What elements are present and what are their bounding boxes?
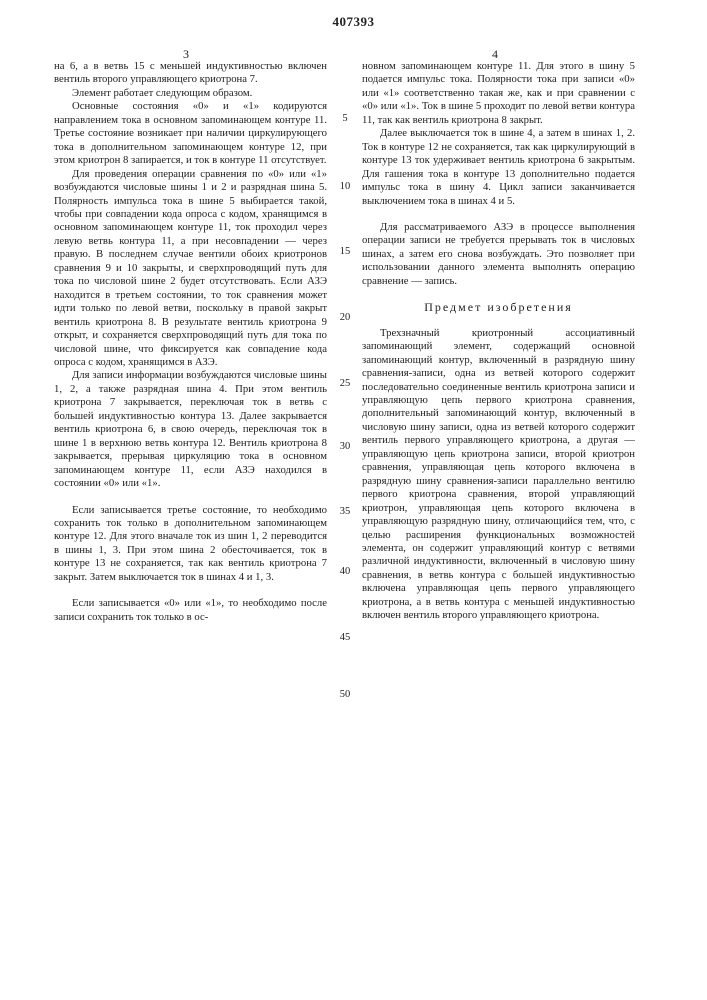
left-paragraph: Элемент работает следующим образом. xyxy=(54,87,327,100)
right-paragraph: новном запоминающем контуре 11. Для этого в шину 5 подается импульс тока. Полярности тока при записи «0» или «1» соответственно такая же, как и при сравнении с «0» или «1». Ток в шине 5 проходит по левой ветви контура 11, так как вентиль криотрона 8 закрыт. xyxy=(362,60,635,127)
page-number-left: 3 xyxy=(183,47,189,62)
left-paragraph: Для записи информации возбуждаются числовые шины 1, 2, а также разрядная шина 4. При этом вентиль криотрона 7 закрывается, переключая ток в ветвь с большей индуктивностью контура 13. Далее закрывается вентиль криотрона 6, в свою очередь, переключая ток в шине 1 в верхнюю ветвь контура 12. Вентиль криотрона 8 закрывается, прерывая циркуляцию тока в основном запоминающем контуре 11, если АЗЭ находился в состоянии «0» или «1». xyxy=(54,369,327,490)
line-number: 5 xyxy=(336,113,354,124)
page-number-right: 4 xyxy=(492,47,498,62)
line-number: 50 xyxy=(336,689,354,700)
line-number: 35 xyxy=(336,506,354,517)
right-paragraph: Для рассматриваемого АЗЭ в процессе выполнения операции записи не требуется прерывать ток в числовых шинах, а затем его снова возбуждать. Это позволяет при использовании данного элемента выполнять операцию сравнение — запись. xyxy=(362,221,635,288)
left-paragraph: Если записывается третье состояние, то необходимо сохранить ток только в дополнительном запоминающем контуре 12. Для этого вначале ток из шин 1, 2 переводится в шины 1, 3. При этом шина 2 обесточивается, ток в контуре 13 не сохраняется, так как вентиль криотрона 7 закрыт. Затем выключается ток в шинах 4 и 1, 3. xyxy=(54,504,327,585)
line-number: 10 xyxy=(336,181,354,192)
line-number: 15 xyxy=(336,246,354,257)
left-paragraph: на 6, а в ветвь 15 с меньшей индуктивностью включен вентиль второго управляющего криотрона 7. xyxy=(54,60,327,87)
left-paragraph: Если записывается «0» или «1», то необходимо после записи сохранить ток только в ос- xyxy=(54,597,327,624)
right-column xyxy=(362,60,635,623)
line-number: 25 xyxy=(336,378,354,389)
left-paragraph: Для проведения операции сравнения по «0» или «1» возбуждаются числовые шины 1 и 2 и разрядная шина 5. Полярность импульса тока в шине 5 выбирается такой, чтобы при совпадении кода опроса с кодом, хранящимся в основном запоминающем контуре 11, ток проходил через левую ветвь контура 11, а при несовпадении — через правую. В последнем случае вентили обоих криотронов сравнения 9 и 10 закрыты, и сверхпроводящий путь для тока по числовой шине 2 будет отсутствовать. Если АЗЭ находится в третьем состоянии, то ток сравнения может идти только по левой ветви, поскольку в правой закрыт вентиль криотрона 8. В результате вентиль криотрона 9 открыт, и сохраняется сверхпроводящий путь для тока по числовой шине, что фиксируется как совпадение кода опроса с кодом, хранящимся в АЗЭ. xyxy=(54,168,327,370)
line-number: 20 xyxy=(336,312,354,323)
line-number: 45 xyxy=(336,632,354,643)
line-number: 40 xyxy=(336,566,354,577)
right-paragraph: Далее выключается ток в шине 4, а затем в шинах 1, 2. Ток в контуре 12 не сохраняется, так как циркулирующий в контуре 13 ток удерживает вентиль криотрона 6 закрытым. Для гашения тока в контуре 13 дополнительно подается импульс тока в шину 4. Цикл записи заканчивается выключением тока в шинах 4 и 5. xyxy=(362,127,635,208)
patent-number: 407393 xyxy=(0,14,707,30)
left-paragraph: Основные состояния «0» и «1» кодируются направлением тока в основном запоминающем контуре 11. Третье состояние возникает при наличии циркулирующего тока в дополнительном запоминающем контуре 12, при этом криотрон 8 запирается, и ток в контуре 11 отсутствует. xyxy=(54,100,327,167)
claims-heading: Предмет изобретения xyxy=(362,301,635,314)
left-column xyxy=(54,60,327,624)
claims-text: Трехзначный криотронный ассоциативный запоминающий элемент, содержащий основной запоминающий контур, включенный в разрядную шину сравнения-записи, одна из ветвей которого содержит последовательно соединенные вентиль криотрона записи и управляющую цепь первого криотрона сравнения, дополнительный запоминающий контур, включенный в числовую шину записи, одна из ветвей которого содержит вентиль первого управляющего криотрона, а другая — управляющую цепь криотрона записи, второй криотрон сравнения, управляющая цепь которого включена в разрядную шину сравнения-записи параллельно вентилю первого криотрона сравнения, второй управляющий криотрон, управляющая цепь которого включена в управляющую разрядную шину, отличающийся тем, что, с целью расширения функциональных возможностей элемента, он содержит управляющий контур с ветвями различной индуктивности, включенный в числовую шину сравнения, в ветвь контура с большей индуктивностью включена управляющая цепь первого управляющего криотрона, а в ветвь контура с меньшей индуктивностью включен вентиль второго управляющего криотрона. xyxy=(362,327,635,623)
line-number: 30 xyxy=(336,441,354,452)
